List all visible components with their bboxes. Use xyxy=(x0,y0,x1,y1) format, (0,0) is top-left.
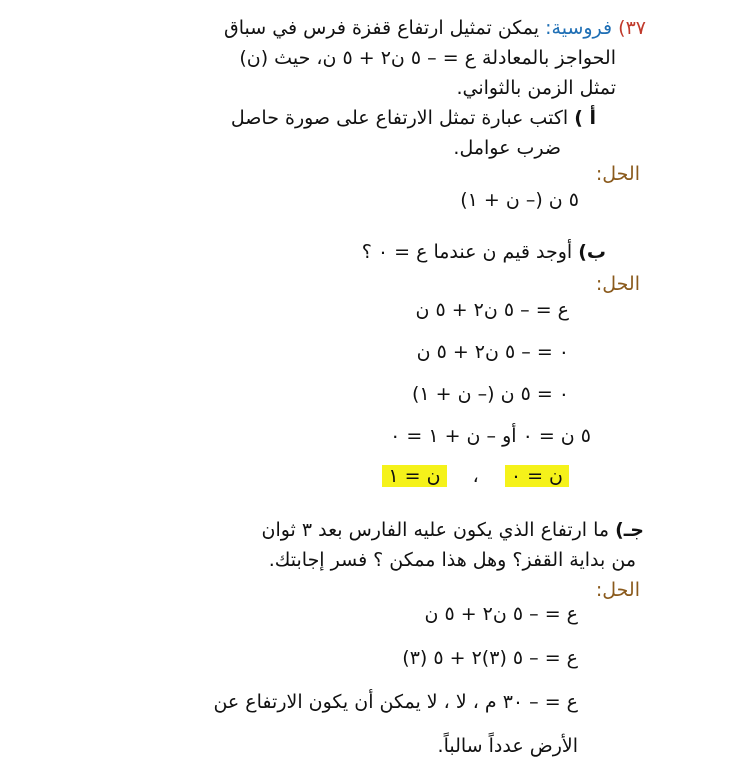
part-b-step-4: ٥ ن = ٠ أو – ن + ١ = ٠ xyxy=(390,425,591,447)
part-c-step-4: الأرض عدداً سالباً. xyxy=(437,735,578,757)
problem-number: ٣٧) xyxy=(618,17,646,39)
part-b-results xyxy=(382,462,569,490)
part-c-question-1 xyxy=(261,516,644,544)
part-b-result-1: ن = ٠ xyxy=(505,465,569,487)
part-c-text-1: ما ارتفاع الذي يكون عليه الفارس بعد ٣ ثوان xyxy=(261,519,610,541)
part-c-question-2: من بداية القفز؟ وهل هذا ممكن ؟ فسر إجابتك. xyxy=(268,549,636,571)
part-b-step-3: ٠ = ٥ ن (– ن + ١) xyxy=(411,383,569,405)
part-c-solution-label: الحل: xyxy=(595,579,640,601)
part-b-question xyxy=(362,238,606,266)
part-c-step-1: ع = – ٥ ن٢ + ٥ ن xyxy=(424,603,578,625)
part-a-label: أ ) xyxy=(574,107,596,129)
part-c-step-3: ع = – ٣٠ م ، لا ، لا يمكن أن يكون الارتفاع عن xyxy=(213,691,578,713)
part-b-result-2: ن = ١ xyxy=(382,465,446,487)
problem-topic: فروسية: xyxy=(545,17,613,39)
part-a-solution-label: الحل: xyxy=(595,163,640,185)
part-b-solution-label: الحل: xyxy=(595,273,640,295)
part-a-answer: ٥ ن (– ن + ١) xyxy=(460,189,579,211)
part-a-question-2: ضرب عوامل. xyxy=(453,137,561,159)
part-b-separator: ، xyxy=(472,465,479,487)
problem-intro-3: تمثل الزمن بالثواني. xyxy=(456,77,616,99)
problem-intro-1: يمكن تمثيل ارتفاع قفزة فرس في سباق xyxy=(224,17,540,39)
problem-line-1 xyxy=(224,14,646,42)
part-b-text: أوجد قيم ن عندما ع = ٠ ؟ xyxy=(361,241,573,263)
part-a-question-1 xyxy=(231,104,596,132)
part-b-label: ب) xyxy=(578,241,606,263)
part-c-label: جـ) xyxy=(615,519,644,541)
part-a-text-1: اكتب عبارة تمثل الارتفاع على صورة حاصل xyxy=(230,107,569,129)
part-b-step-1: ع = – ٥ ن٢ + ٥ ن xyxy=(415,299,569,321)
problem-intro-2: الحواجز بالمعادلة ع = – ٥ ن٢ + ٥ ن، حيث (ن) xyxy=(239,47,616,69)
part-b-step-2: ٠ = – ٥ ن٢ + ٥ ن xyxy=(416,341,569,363)
part-c-step-2: ع = – ٥ (٣)٢ + ٥ (٣) xyxy=(402,647,578,669)
